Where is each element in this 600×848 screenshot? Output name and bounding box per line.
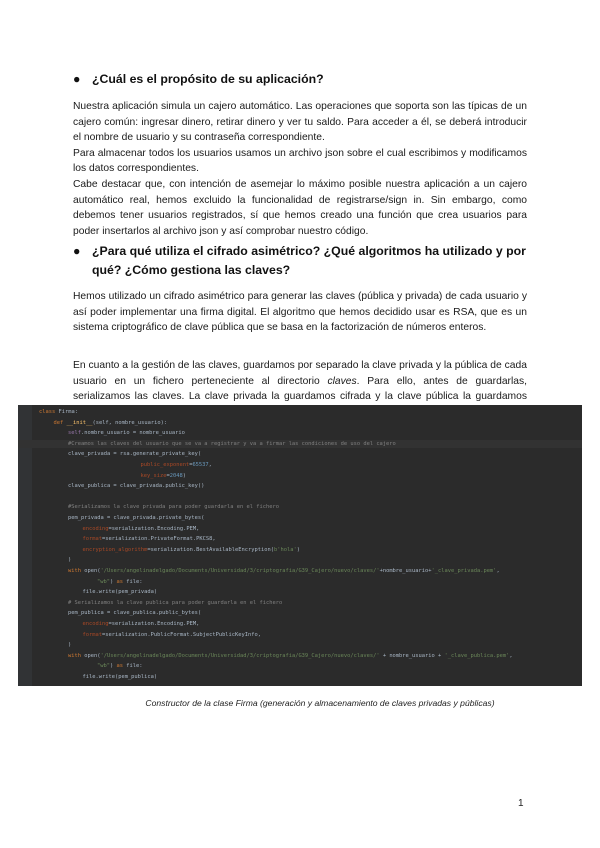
code-line bbox=[18, 408, 582, 417]
code-token: format bbox=[82, 536, 102, 543]
code-token: open( bbox=[84, 568, 101, 574]
code-line bbox=[18, 546, 582, 555]
code-token: + nombre_usuario + bbox=[379, 652, 445, 659]
code-token: file.write(pem_privada) bbox=[82, 589, 158, 596]
paragraph: Nuestra aplicación simula un cajero automático. Las operaciones que soporta son las típicas de un cajero común: ingresar dinero, retirar dinero y ver tu saldo. Para acceder a él, se deberá introducir el nombre de usuario y su contraseña correspondiente. bbox=[73, 101, 527, 144]
code-token: ) bbox=[109, 578, 117, 585]
code-line bbox=[18, 673, 582, 682]
code-token: , bbox=[509, 652, 513, 659]
code-line bbox=[18, 482, 582, 491]
section-heading-asymmetric bbox=[73, 242, 532, 280]
code-line bbox=[18, 652, 582, 661]
code-line bbox=[18, 641, 582, 650]
code-token: = bbox=[166, 472, 170, 479]
code-token: public_exponent bbox=[140, 462, 190, 468]
code-token: (self, nombre_usuario): bbox=[92, 419, 168, 426]
code-token: self bbox=[68, 430, 81, 437]
code-line bbox=[18, 450, 582, 459]
code-token: encoding bbox=[82, 621, 109, 627]
code-token: ) bbox=[68, 557, 72, 564]
code-token: , bbox=[208, 462, 212, 468]
text-run: En cuanto a la gestión de las claves, guardamos por separado la clave privada y la pública de cada usuario en un fichero perteneciente al directorio bbox=[73, 360, 527, 387]
code-token: '/Users/angelinadelgado/Documents/Universidad/3/criptografia/G39_Cajero/nuevo/claves/' bbox=[100, 568, 380, 574]
code-line bbox=[18, 514, 582, 523]
code-token: class bbox=[39, 409, 56, 415]
code-token: "wb" bbox=[97, 663, 110, 670]
code-token: ) bbox=[182, 472, 186, 479]
code-token: '_clave_publica.pem' bbox=[444, 652, 510, 659]
page-number: 1 bbox=[518, 798, 524, 809]
code-token: open( bbox=[84, 652, 101, 659]
paragraph: Para almacenar todos los usuarios usamos un archivo json sobre el cual escribimos y modificamos los datos correspondientes. bbox=[73, 147, 527, 175]
code-token: +nombre_usuario+ bbox=[379, 568, 432, 574]
code-token: "wb" bbox=[97, 578, 110, 585]
code-line bbox=[18, 419, 582, 428]
code-line bbox=[18, 620, 582, 629]
code-token: = bbox=[189, 462, 193, 468]
code-line bbox=[18, 567, 582, 576]
code-token: =serialization.Encoding.PEM, bbox=[108, 621, 200, 627]
code-token: 65537 bbox=[192, 462, 209, 468]
code-token: #Serializamos la clave privada para poder guardarla en el fichero bbox=[68, 504, 279, 511]
figure-caption: Constructor de la clase Firma (generación y almacenamiento de claves privadas y públicas) bbox=[145, 698, 495, 708]
code-token: .nombre_usuario = nombre_usuario bbox=[80, 430, 185, 437]
code-line bbox=[18, 493, 582, 502]
heading-text: ¿Cuál es el propósito de su aplicación? bbox=[92, 72, 324, 86]
text-run: . Para ello, antes de guardarlas, serializamos las claves. La clave privada la guardamos cifrada y la clave pública la guardamos bbox=[73, 375, 527, 403]
section-body-purpose bbox=[73, 99, 527, 239]
code-token: key_size bbox=[140, 472, 167, 479]
code-token: as bbox=[116, 663, 127, 670]
code-token: encryption_algorithm bbox=[82, 546, 148, 553]
code-token: =serialization.BestAvailableEncryption( bbox=[147, 546, 274, 553]
code-line bbox=[18, 472, 582, 481]
code-token: b'hola' bbox=[274, 546, 297, 553]
code-token: '_clave_privada.pem' bbox=[431, 568, 497, 574]
code-token: file: bbox=[126, 578, 143, 585]
bullet-icon: ● bbox=[73, 244, 81, 258]
code-token: Firma: bbox=[55, 409, 78, 415]
code-token: =serialization.Encoding.PEM, bbox=[108, 525, 200, 532]
code-token: #Creamos las claves del usuario que se va a registrar y va a firmar las condiciones de uso del cajero bbox=[68, 440, 396, 447]
code-token: =serialization.PrivateFormat.PKCS8, bbox=[101, 536, 216, 543]
code-token: clave_privada = rsa.generate_private_key( bbox=[68, 451, 202, 458]
code-token: # Serializamos la clave publica para poder guardarla en el fichero bbox=[68, 599, 283, 606]
code-line bbox=[18, 429, 582, 438]
code-line bbox=[18, 631, 582, 640]
code-line bbox=[18, 599, 582, 608]
section-body-asymmetric-1 bbox=[73, 289, 527, 336]
bullet-icon: ● bbox=[73, 72, 81, 86]
code-line bbox=[18, 556, 582, 565]
code-token: encoding bbox=[82, 525, 109, 532]
paragraph: Hemos utilizado un cifrado asimétrico para generar las claves (pública y privada) de cada usuario y así poder implementar una firma digital. El algoritmo que hemos decidido usar es RSA, que es un sistema criptográfico de clave pública que se basa en la factorización de números enteros. bbox=[73, 291, 527, 334]
code-token: file: bbox=[126, 663, 143, 670]
paragraph: Cabe destacar que, con intención de asemejar lo máximo posible nuestra aplicación a un cajero automático real, hemos excluido la funcionalidad de registrarse/sign in. Sin embargo, como debemos tener usuarios registrados, sí que hemos creado una función que crea usuarios para poder insertarlos al archivo json y así comprobar nuestro código. bbox=[73, 178, 527, 237]
code-token: with bbox=[68, 568, 85, 574]
code-token: format bbox=[82, 631, 102, 638]
code-token: , bbox=[496, 568, 500, 574]
code-token: ) bbox=[68, 642, 72, 649]
code-token: file.write(pem_publica) bbox=[82, 674, 158, 680]
code-line bbox=[18, 588, 582, 597]
code-token: ) bbox=[109, 663, 117, 670]
code-line bbox=[18, 503, 582, 512]
directory-name: claves bbox=[327, 375, 357, 387]
section-heading-purpose bbox=[73, 70, 532, 89]
code-token: __init__ bbox=[66, 419, 93, 426]
code-line bbox=[18, 578, 582, 587]
code-line bbox=[18, 535, 582, 544]
code-token: def bbox=[53, 419, 67, 426]
heading-text: ¿Para qué utiliza el cifrado asimétrico? ¿Qué algoritmos ha utilizado y por qué? ¿Cómo gestiona las claves? bbox=[92, 244, 526, 277]
code-token: ) bbox=[296, 546, 300, 553]
code-token: '/Users/angelinadelgado/Documents/Universidad/3/criptografia/G39_Cajero/nuevo/claves/' bbox=[100, 652, 380, 659]
code-line bbox=[18, 662, 582, 671]
code-token: pem_privada = clave_privada.private_bytes( bbox=[68, 515, 205, 521]
code-token: pem_publica = clave_publica.public_bytes( bbox=[68, 610, 202, 617]
code-line bbox=[18, 525, 582, 534]
code-token: =serialization.PublicFormat.SubjectPublicKeyInfo, bbox=[101, 631, 262, 638]
code-token: clave_publica = clave_privada.public_key() bbox=[68, 483, 205, 490]
code-token: with bbox=[68, 652, 85, 659]
code-line bbox=[18, 461, 582, 470]
code-screenshot bbox=[18, 405, 582, 686]
code-token: as bbox=[116, 578, 127, 585]
code-line bbox=[18, 609, 582, 618]
code-token: 2048 bbox=[169, 472, 183, 479]
code-line bbox=[18, 440, 582, 449]
